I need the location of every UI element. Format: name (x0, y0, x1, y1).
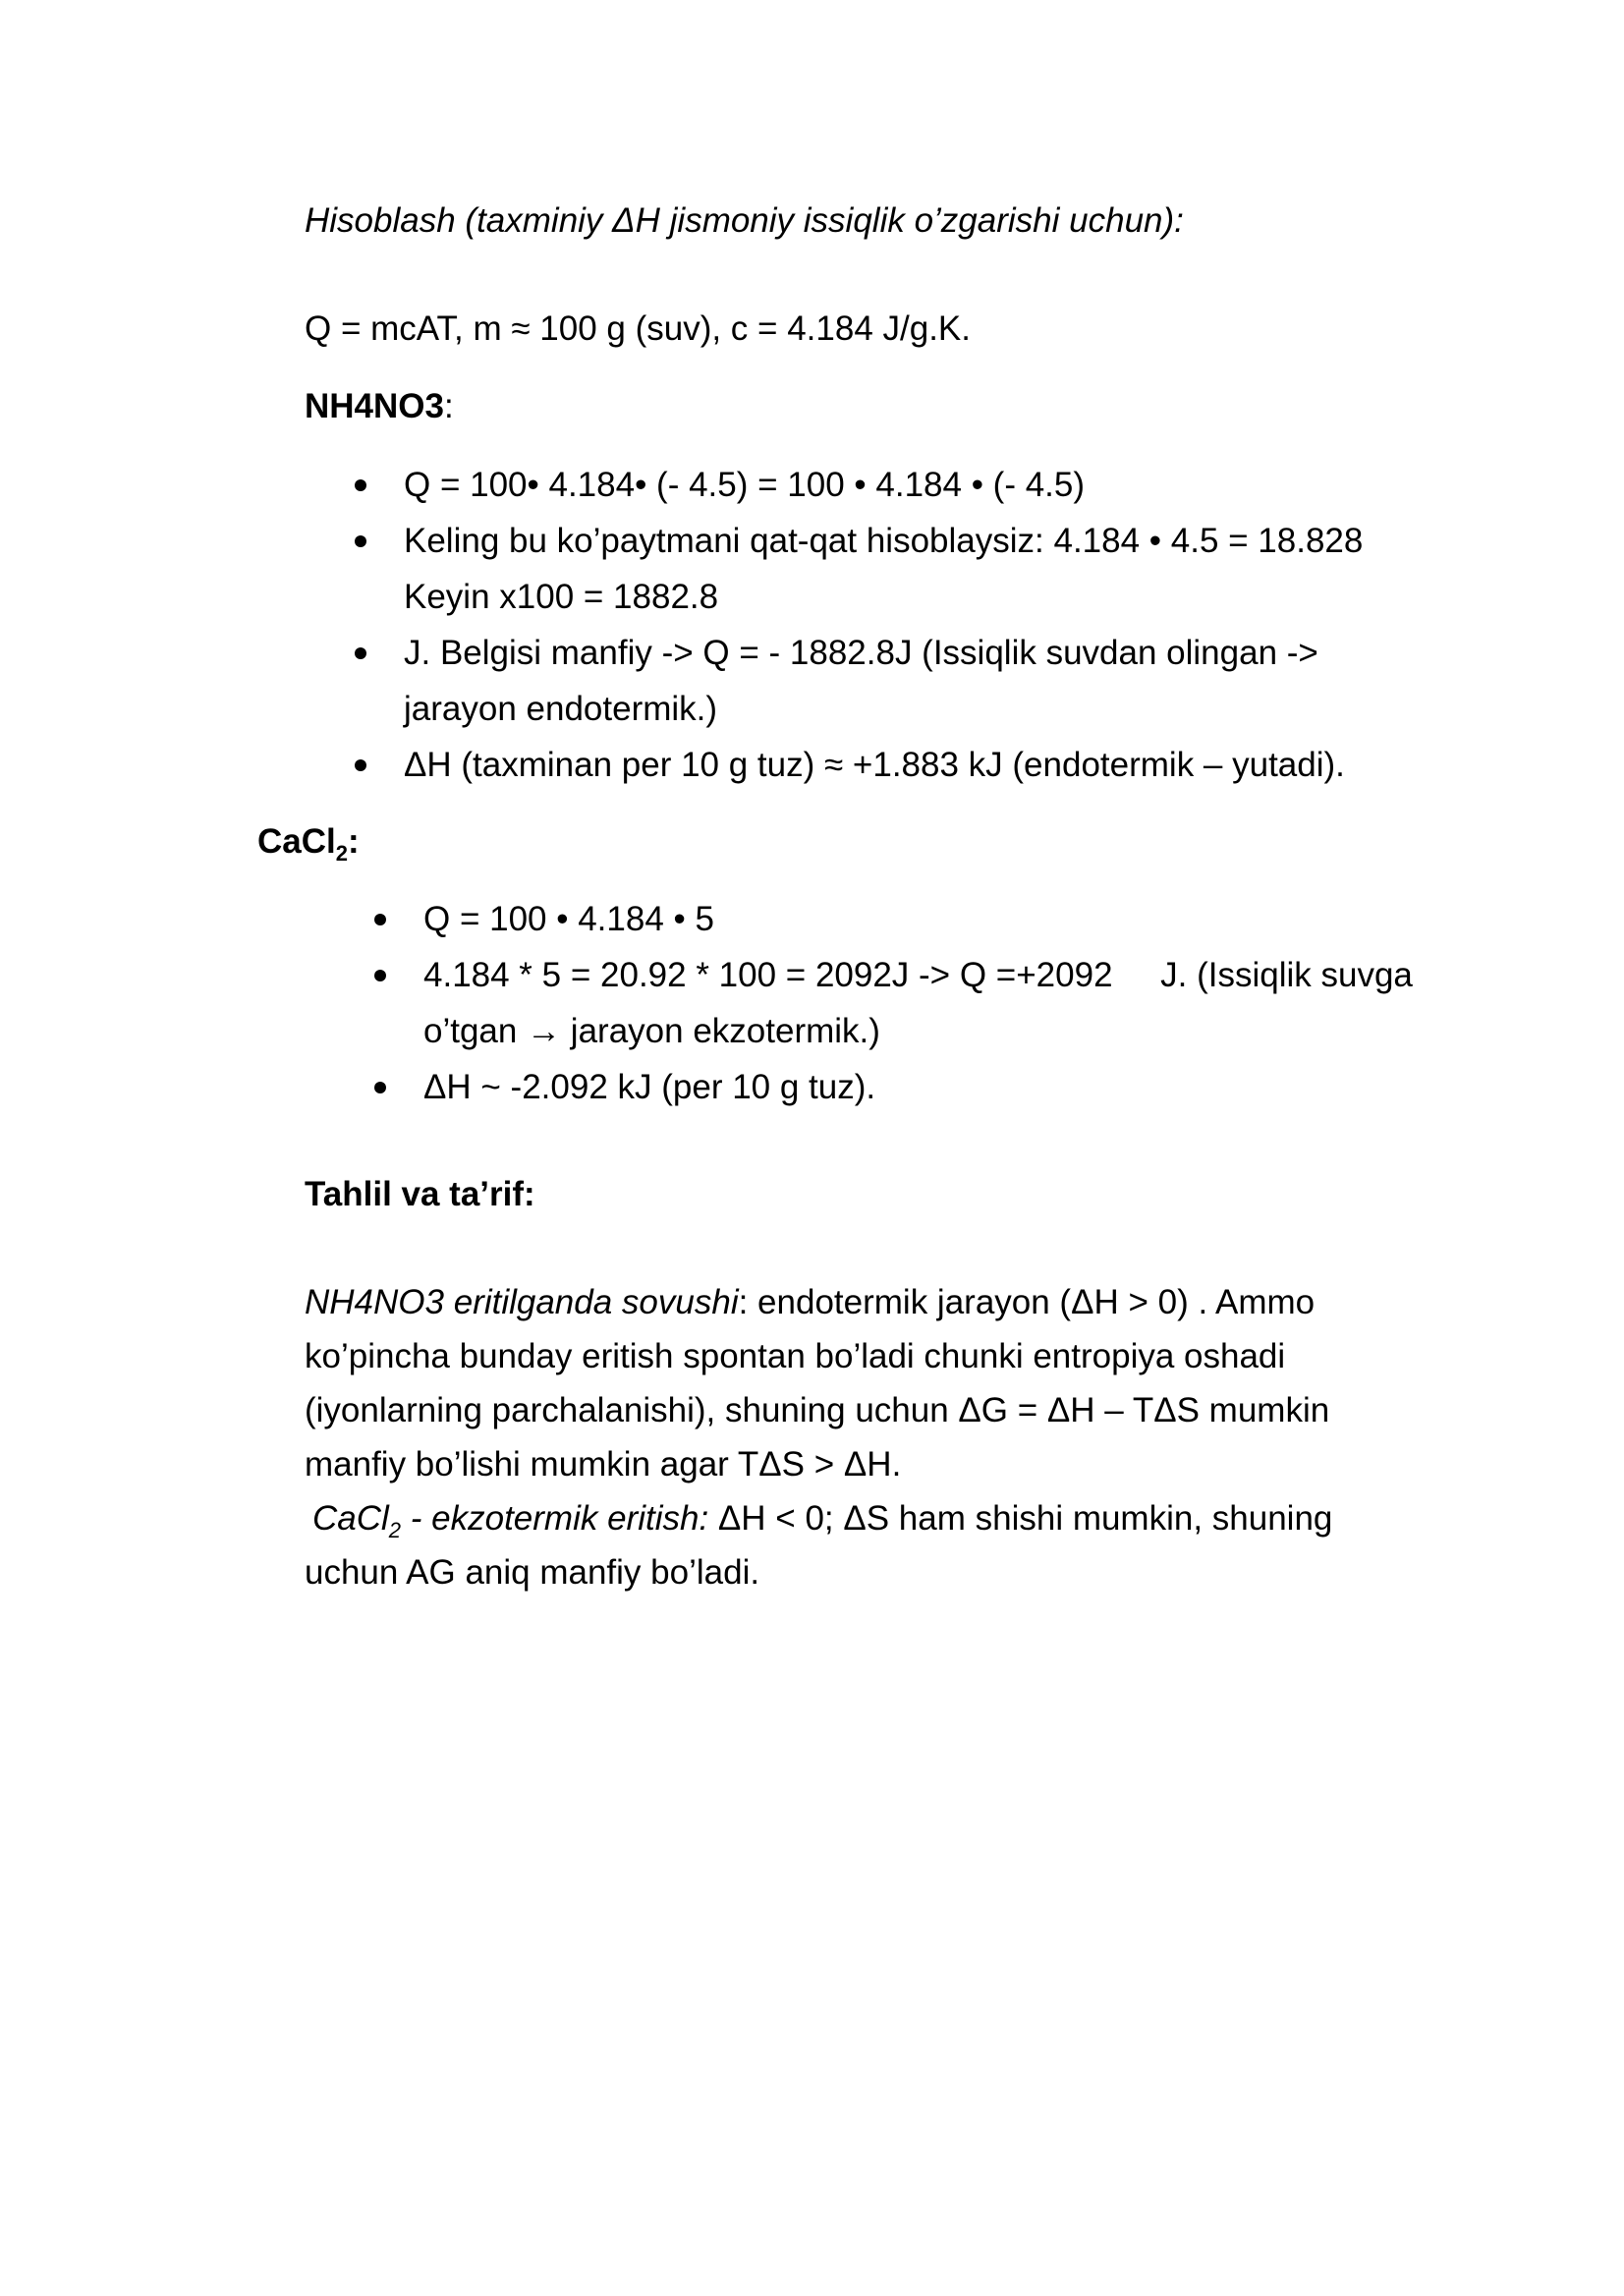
list-item: Keling bu ko’paytmani qat-qat hisoblaysiz: 4.184 • 4.5 = 18.828 (404, 522, 1364, 560)
nh4no3-title (305, 379, 454, 434)
calculation-heading: Hisoblash (taxminiy ΔH jismoniy issiqlik o’zgarishi uchun): (305, 201, 1184, 240)
analysis-line: ko’pincha bunday eritish spontan bo’ladi chunki entropiya oshadi (305, 1337, 1286, 1375)
analysis-text: : endotermik jarayon (ΔH > 0) . Ammo (738, 1283, 1316, 1321)
bullet-icon (355, 479, 366, 491)
analysis-line (305, 1275, 1315, 1330)
analysis-cacl2-phrase: - ekzotermik eritish: (401, 1499, 709, 1538)
analysis-line (312, 1491, 1332, 1546)
analysis-line: uchun AG aniq manfiy bo’ladi. (305, 1553, 760, 1592)
analysis-text: ΔH < 0; ΔS ham shishi mumkin, shuning (708, 1499, 1333, 1538)
list-item: 4.184 * 5 = 20.92 * 100 = 2092J -> Q =+2092 J. (Issiqlik suvga (423, 956, 1413, 994)
nh4no3-title-colon: : (443, 387, 454, 425)
bullet-icon (374, 1082, 386, 1093)
formula-line: Q = mcAT, m ≈ 100 g (suv), c = 4.184 J/g.K. (305, 309, 971, 348)
list-item: ΔH (taxminan per 10 g tuz) ≈ +1.883 kJ (endotermik – yutadi). (404, 746, 1345, 784)
bullet-icon (374, 914, 386, 925)
analysis-cacl2-main: CaCl (312, 1499, 389, 1538)
list-item: J. Belgisi manfiy -> Q = - 1882.8J (Issiqlik suvdan olingan -> (404, 634, 1318, 672)
list-item: ΔH ~ -2.092 kJ (per 10 g tuz). (423, 1068, 876, 1106)
list-item-continuation: Keyin x100 = 1882.8 (404, 578, 719, 616)
list-item: Q = 100 • 4.184 • 5 (423, 900, 714, 938)
bullet-icon (355, 759, 366, 771)
cacl2-title-colon: : (348, 822, 360, 861)
list-item: Q = 100• 4.184• (- 4.5) = 100 • 4.184 • (- 4.5) (404, 466, 1086, 504)
bullet-icon (355, 535, 366, 547)
analysis-title: Tahlil va ta’rif: (305, 1175, 535, 1213)
nh4no3-title-text: NH4NO3 (305, 387, 444, 425)
bullet-icon (355, 647, 366, 659)
analysis-line: (iyonlarning parchalanishi), shuning uchun ΔG = ΔH – TΔS mumkin (305, 1391, 1330, 1429)
bullet-icon (374, 970, 386, 981)
list-item-continuation: o’tgan → jarayon ekzotermik.) (423, 1012, 880, 1050)
cacl2-title-main: CaCl (257, 822, 336, 861)
cacl2-title (257, 814, 360, 869)
analysis-nh4no3-phrase: NH4NO3 eritilganda sovushi (305, 1283, 739, 1321)
list-item-continuation: jarayon endotermik.) (404, 690, 718, 728)
analysis-cacl2-subscript: 2 (388, 1518, 402, 1542)
analysis-line: manfiy bo’lishi mumkin agar TΔS > ΔH. (305, 1445, 902, 1484)
cacl2-title-subscript: 2 (335, 841, 348, 866)
